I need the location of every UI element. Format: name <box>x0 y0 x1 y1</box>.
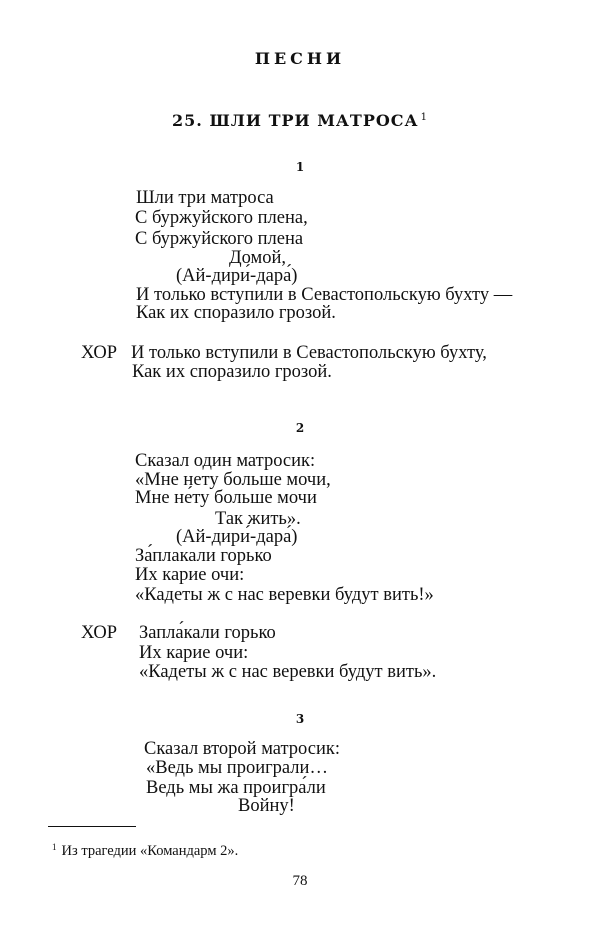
stanza-number: 1 <box>295 160 305 174</box>
verse-line: Ведь мы жа проигра́ли <box>146 778 326 798</box>
chorus-line: Их карие очи: <box>139 643 249 663</box>
verse-line: Сказал второй матросик: <box>144 739 341 759</box>
chorus-line: «Кадеты ж с нас веревки будут вить». <box>139 662 437 682</box>
chorus-line: Как их споразило грозой. <box>132 362 332 382</box>
song-title-text: 25. ШЛИ ТРИ МАТРОСА <box>172 111 419 130</box>
chorus-line: Запла́кали горько <box>139 623 276 643</box>
chorus-line: И только вступили в Севастопольскую бухту, <box>131 343 487 363</box>
verse-line: «Мне нету больше мочи, <box>135 470 331 490</box>
verse-line: С буржуйского плена <box>135 229 304 249</box>
verse-line: (Ай-дири́-дара́) <box>176 527 298 547</box>
verse-line: Как их споразило грозой. <box>136 303 336 323</box>
title-footnote-mark: 1 <box>420 112 428 123</box>
footnote-text: Из трагедии «Командарм 2». <box>61 843 239 859</box>
verse-line: За́плакали горько <box>135 546 272 566</box>
verse-line: «Ведь мы проиграли… <box>146 758 328 778</box>
page-number: 78 <box>292 873 308 889</box>
verse-line: (Ай-дири́-дара́) <box>176 266 298 286</box>
footnote-divider <box>48 826 136 827</box>
verse-line: Мне не́ту больше мочи <box>135 488 317 508</box>
chorus-label: ХОР <box>81 343 118 363</box>
verse-line: Войну! <box>238 796 295 816</box>
section-title: ПЕСНИ <box>254 49 346 68</box>
footnote-mark: 1 <box>52 842 57 852</box>
verse-line: Шли три матроса <box>136 188 274 208</box>
stanza-number: 3 <box>295 712 305 726</box>
verse-line: Их карие очи: <box>135 565 245 585</box>
song-title <box>0 111 600 130</box>
verse-line: Так жить». <box>215 509 301 529</box>
verse-line: И только вступили в Севастопольскую бухту — <box>136 285 513 305</box>
verse-line: С буржуйского плена, <box>135 208 308 228</box>
footnote <box>52 842 238 860</box>
verse-line: Домой, <box>229 248 286 268</box>
verse-line: Сказал один матросик: <box>135 451 316 471</box>
stanza-number: 2 <box>295 421 305 435</box>
verse-line: «Кадеты ж с нас веревки будут вить!» <box>135 585 434 605</box>
chorus-label: ХОР <box>81 623 118 643</box>
